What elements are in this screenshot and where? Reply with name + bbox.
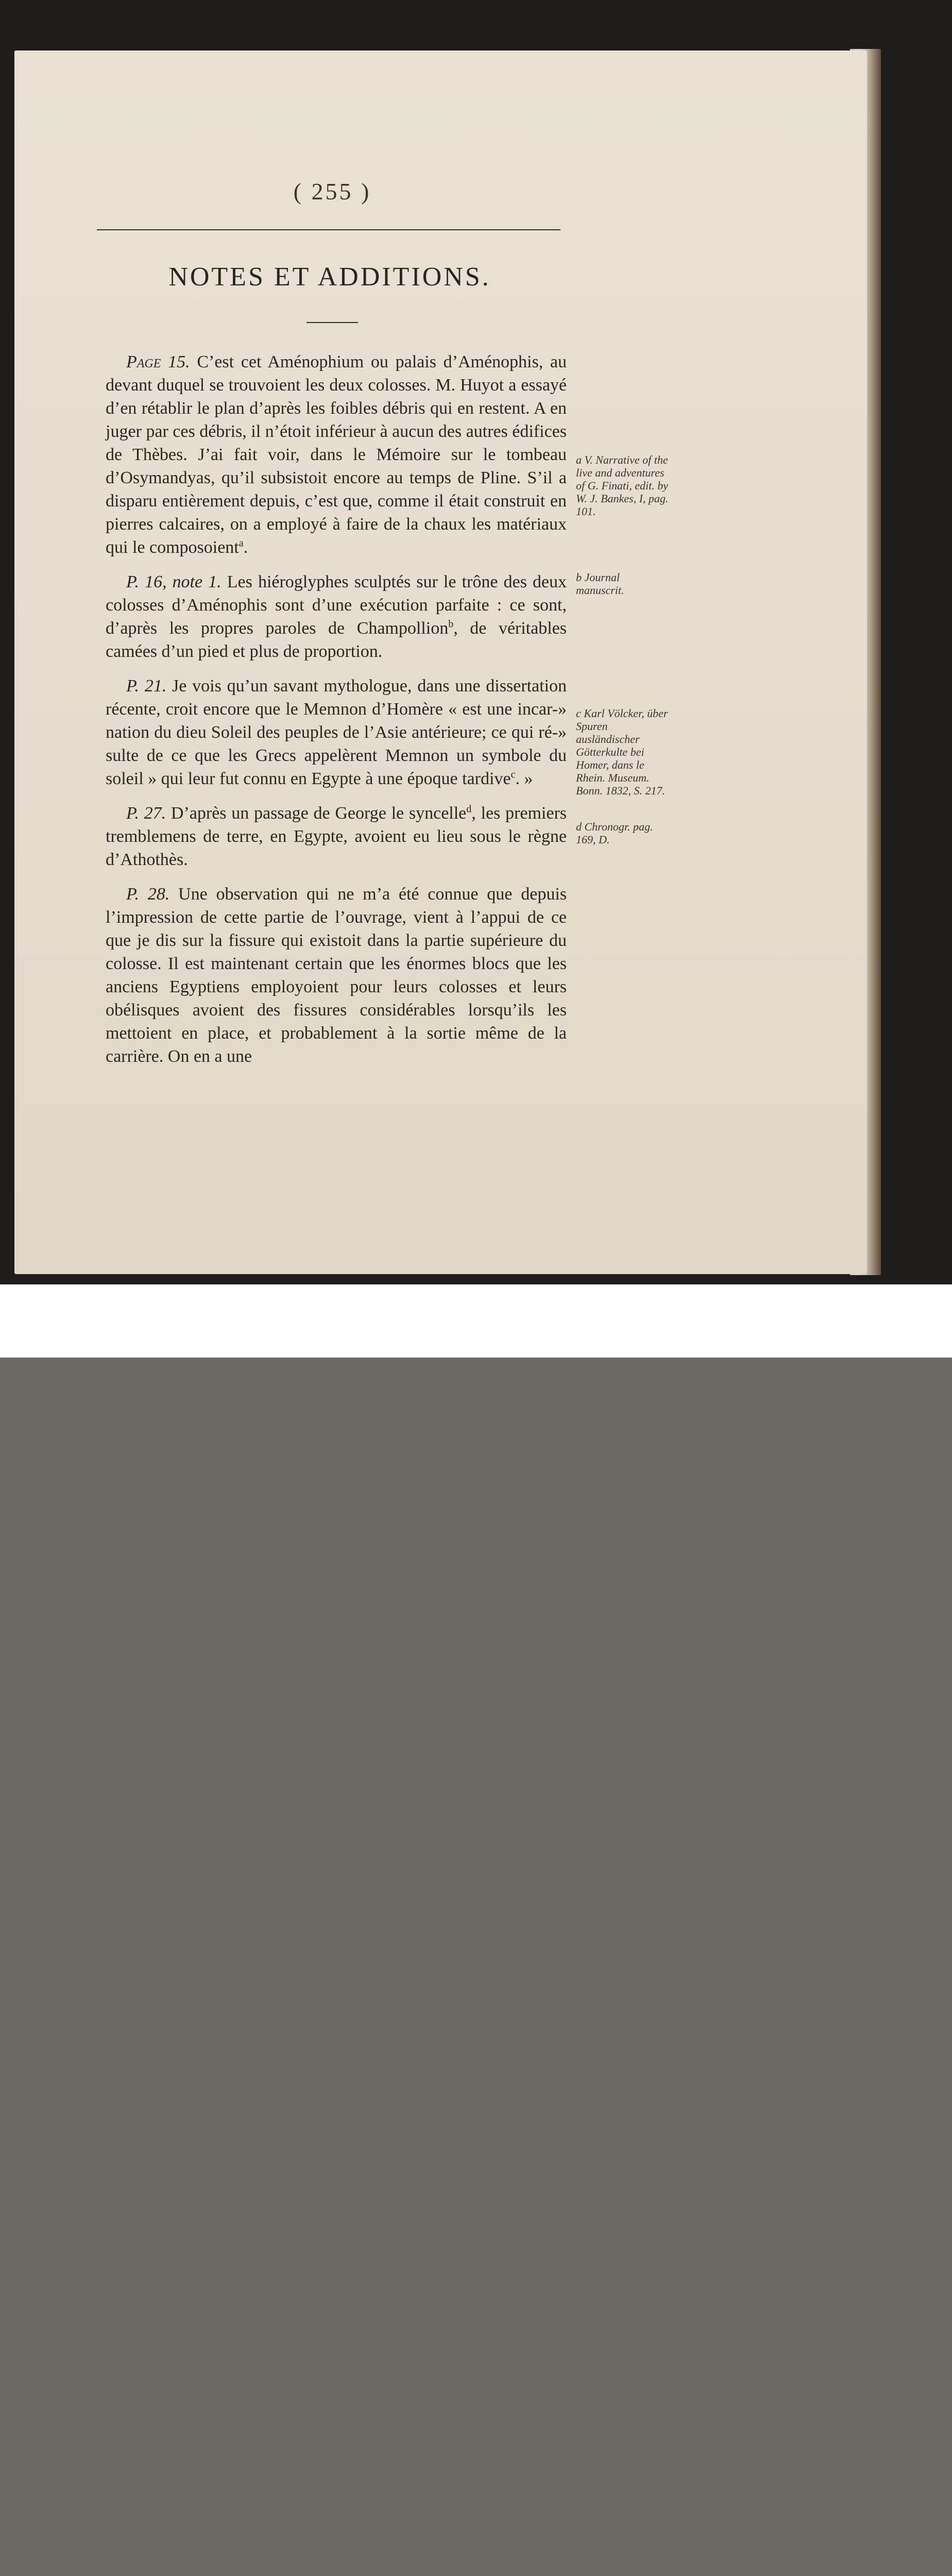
paragraph-text: Une observation qui ne m’a été connue que depuis l’impression de cette partie de l’ouvrage, vient à l’appui de ce que je dis sur la fissure qui existoit dans la partie supérieure du colosse. Il est maintenant certain que les énormes blocs que les anciens Egyptiens employoient pour leurs colosses et leurs obélisques avoient des fissures considérables lorsqu’ils les mettoient en place, et probablement à la sortie même de la carrière. On en a une — [106, 885, 567, 1066]
paragraph-tail: . — [243, 538, 248, 557]
footnote-marker: a — [239, 537, 244, 549]
footnote-marker: b — [448, 618, 454, 630]
paragraph — [106, 570, 567, 663]
header-rule — [97, 229, 560, 230]
paragraph-text: D’après un passage de George le syncelle — [166, 804, 467, 823]
margin-note-c: c Karl Völcker, über Spuren ausländischer Götterkulte bei Homer, dans le Rhein. Museum. Bonn. 1832, S. 217. — [576, 707, 668, 797]
paragraph-lead: P. 16, note 1. — [126, 572, 222, 591]
paragraph-tail: . » — [515, 769, 533, 788]
footnote-marker: d — [466, 803, 472, 815]
paragraph-lead: Page 15. — [126, 352, 190, 371]
margin-note-a: a V. Narrative of the live and adventures of G. Finati, edit. by W. J. Bankes, I, pag. 101. — [576, 453, 669, 518]
paragraph — [106, 883, 567, 1068]
paragraph — [106, 350, 567, 559]
paragraph-lead: P. 27. — [126, 804, 166, 823]
margin-note-d: d Chronogr. pag. 169, D. — [576, 820, 653, 846]
margin-note-b: b Journal manuscrit. — [576, 571, 624, 597]
paragraph-tail: , de véritables camées d’un pied et plus de proportion. — [106, 619, 567, 661]
paragraph-text: C’est cet Aménophium ou palais d’Aménophis, au devant duquel se trouvoient les deux colosses. M. Huyot a essayé d’en rétablir le plan d’après les foibles débris qui en restent. A en juger par ces débris, il n’étoit inférieur à aucun des autres édifices de Thèbes. J’ai fait voir, dans le Mémoire sur le tombeau d’Osymandyas, qu’il subsistoit encore au temps de Pline. S’il a disparu entièrement depuis, c’est que, comme il était construit en pierres calcaires, on a employé à faire de la chaux les matériaux qui le composoient — [106, 352, 567, 557]
page-number: ( 255 ) — [293, 178, 371, 205]
body-text — [106, 350, 567, 1079]
heading-rule — [307, 322, 358, 323]
paragraph-text: Je vois qu’un savant mythologue, dans une dissertation récente, croit encore que le Memnon d’Homère « est une incar-» nation du dieu Soleil des peuples de l’Asie antérieure; ce qui ré-» sulte de ce que les Grecs appelèrent Memnon un symbole du soleil » qui leur fut connu en Egypte à une époque tardive — [106, 676, 567, 788]
paragraph-lead: P. 28. — [126, 885, 170, 904]
paragraph-text: Les hiéroglyphes sculptés sur le trône des deux colosses d’Aménophis sont d’une exécution parfaite : ce sont, d’après les propres paroles de Champollion — [106, 572, 567, 638]
paragraph — [106, 674, 567, 790]
scanned-book-spread — [0, 0, 952, 1284]
paragraph-lead: P. 21. — [126, 676, 167, 696]
paragraph — [106, 802, 567, 871]
footnote-marker: c — [511, 769, 516, 781]
viewer-footer — [0, 1284, 952, 1358]
paragraph-tail: , les premiers tremblemens de terre, en Egypte, avoient eu lieu sous le règne d’Athothès. — [106, 804, 567, 869]
section-heading: NOTES ET ADDITIONS. — [168, 262, 491, 292]
